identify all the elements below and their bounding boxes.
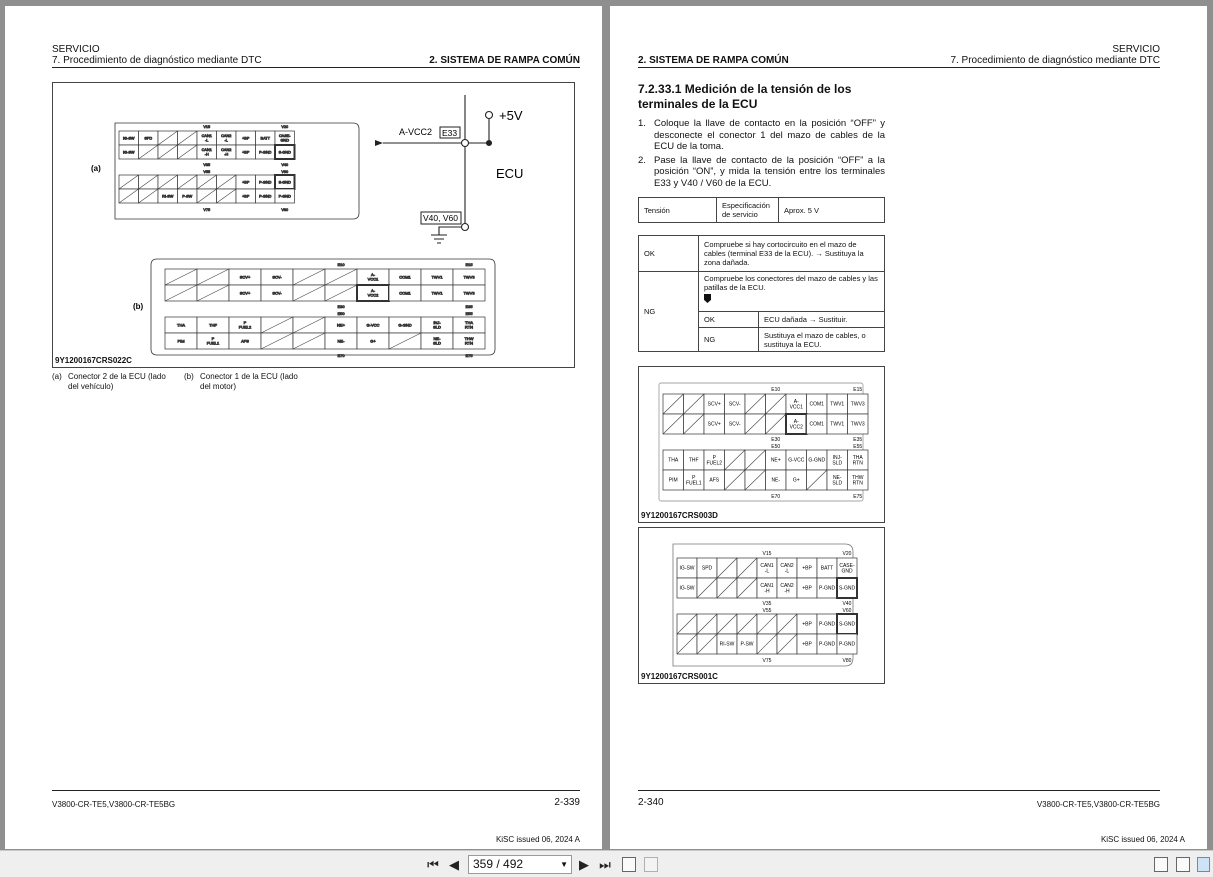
ng-label: NG (639, 272, 699, 352)
pin-label: NE+ (337, 322, 345, 328)
pin-label: P-GND (838, 641, 856, 648)
pin-label: BATT (820, 565, 834, 572)
pin-label: SPD (701, 565, 713, 572)
pin-label: CAN2 (780, 582, 794, 589)
pin-label: VCC1 (789, 404, 803, 411)
pin-label: TWV1 (830, 421, 845, 428)
spec-col2: Especificación de servicio (717, 198, 779, 223)
pin-label: S-GND (838, 621, 856, 628)
pin-label: NE- (771, 477, 781, 484)
pin-label: IG-SW (679, 565, 695, 572)
pin-label: COM1 (809, 401, 824, 408)
pin-label: CASE- (278, 134, 291, 139)
pin-label: VCC2 (789, 424, 803, 431)
terminal-number-label: V75 (762, 658, 772, 664)
pin-label: FUEL1 (206, 340, 220, 346)
pin-label: G-VCC (366, 322, 380, 328)
ok-label: OK (639, 236, 699, 272)
procedure-steps (638, 118, 885, 191)
pin-label: P (211, 336, 215, 342)
pin-label: COM1 (809, 421, 824, 428)
terminal-number-label: E55 (465, 311, 473, 316)
pin-label: VCC2 (367, 292, 379, 298)
pin-label: SCV- (272, 290, 282, 296)
pin-label: TWV3 (463, 290, 475, 296)
pin-label: S-GND (838, 585, 856, 592)
ng-text: Compruebe los conectores del mazo de cables y las patillas de la ECU. (704, 274, 878, 292)
header-rule (52, 67, 580, 68)
ecu-circuit-diagram (53, 83, 576, 369)
pin-label: NE- (832, 474, 842, 481)
viewer-toolbar (0, 850, 1213, 877)
pin-label: +BP (242, 194, 250, 199)
connector-a-drawing (115, 123, 359, 219)
pin-label: P-SW (740, 641, 754, 648)
pin-label: SCV+ (239, 290, 251, 296)
pin-label: TWV1 (431, 290, 443, 296)
pin-label: CAN1 (760, 582, 774, 589)
pin-label: G-VCC (788, 457, 805, 464)
pin-label: TWV3 (463, 274, 475, 280)
terminal-number-label: E15 (465, 262, 473, 267)
pin-label: NE- (433, 336, 441, 342)
page-number-input[interactable]: 359 / 492 ▼ (468, 855, 572, 874)
terminal-number-label: V60 (842, 608, 852, 614)
pin-label: TWV3 (850, 421, 865, 428)
terminal-number-label: V80 (281, 208, 289, 212)
pin-label: S-GND (278, 180, 291, 185)
pin-label: RTN (852, 480, 863, 487)
footer-page-number: 2-340 (638, 797, 664, 808)
last-page-icon[interactable]: ⏭ (599, 857, 611, 872)
header-procedure: 7. Procedimiento de diagnóstico mediante DTC (52, 55, 262, 66)
pin-label: P-GND (278, 194, 291, 199)
terminal-number-label: V15 (762, 551, 772, 557)
pin-label: AFS (709, 477, 720, 484)
pin-label: -L (205, 138, 209, 143)
result-table (638, 235, 885, 352)
pin-label: SCV- (272, 274, 282, 280)
footer-rule (638, 790, 1160, 791)
pin-label: -H (204, 152, 209, 157)
pin-label: A- (793, 398, 799, 405)
figure-code: 9Y1200167CRS022C (55, 356, 132, 365)
pin-label: P-GND (259, 194, 272, 199)
terminal-number-label: V35 (203, 163, 211, 167)
pin-label: -L (784, 568, 790, 575)
terminal-number-label: V15 (203, 125, 211, 129)
terminal-number-label: V40 (842, 601, 852, 607)
pin-label: SLD (433, 340, 441, 346)
terminal-number-label: V75 (203, 208, 211, 212)
prev-page-icon[interactable]: ◀ (449, 857, 459, 872)
ok-text: Compruebe si hay cortocircuito en el mazo de cables (terminal E33 de la ECU). → Sustituya la zona dañada. (699, 236, 885, 272)
continuous-view-icon[interactable] (1176, 857, 1190, 872)
pin-label: THW (464, 336, 474, 342)
single-page-view-icon[interactable] (1154, 857, 1168, 872)
terminal-number-label: V40 (281, 163, 289, 167)
pin-label: CAN2 (780, 562, 794, 569)
terminal-number-label: E35 (465, 304, 473, 309)
first-page-icon[interactable]: ⏮ (427, 857, 439, 872)
pin-label: P-GND (259, 150, 272, 155)
label-a: (a) (91, 164, 101, 173)
step-2: 2. Pase la llave de contacto de la posición “OFF” a la posición “ON”, y mida la tensión entre los terminales E33 y V40 / V60 de la ECU. (638, 154, 885, 189)
v40v60-label: V40, V60 (423, 213, 458, 223)
pin-label: CAN1 (760, 562, 774, 569)
pin-label: VCC1 (367, 276, 379, 282)
ng-cell (699, 272, 885, 312)
pin-label: +BP (242, 136, 250, 141)
pin-label: THW (852, 474, 864, 481)
pin-label: RTN (464, 324, 474, 330)
spec-col1: Tensión (639, 198, 717, 223)
footer-model: V3800-CR-TE5,V3800-CR-TE5BG (52, 800, 176, 809)
terminal-number-label: E10 (337, 262, 345, 267)
a-vcc2-label: A-VCC2 (399, 127, 433, 137)
pin-label: +BP (242, 180, 250, 185)
ecu-circuit-figure (52, 82, 575, 368)
terminal-number-label: V80 (842, 658, 852, 664)
pin-label: THA (668, 457, 679, 464)
rotate-page-icon[interactable] (622, 857, 636, 872)
pin-label: SCV- (728, 401, 741, 408)
pin-label: FUEL1 (685, 480, 702, 487)
pin-label: GND (280, 138, 289, 143)
terminal-number-label: V55 (762, 608, 772, 614)
footer-model: V3800-CR-TE5,V3800-CR-TE5BG (1036, 800, 1160, 809)
pin-label: P-GND (259, 180, 272, 185)
pin-label: A- (371, 288, 375, 294)
pin-label: COM1 (399, 290, 411, 296)
sub-ok-label: OK (699, 312, 759, 328)
pin-label: +BP (802, 585, 812, 592)
pin-label: P (712, 454, 716, 461)
pin-label: G+ (792, 477, 800, 484)
terminal-number-label: E10 (771, 387, 781, 393)
pin-label: -H (784, 588, 790, 595)
header-chapter: 2. SISTEMA DE RAMPA COMÚN (638, 55, 789, 66)
pin-label: RI-SW (719, 641, 735, 648)
pin-label: FUEL2 (706, 460, 723, 467)
spec-table (638, 197, 885, 223)
pin-label: SCV+ (707, 401, 721, 408)
plus5v-label: +5V (499, 108, 523, 123)
terminal-number-label: E50 (337, 311, 345, 316)
pin-label: THF (209, 322, 217, 328)
pin-label: SCV+ (239, 274, 251, 280)
sub-ng-label: NG (699, 328, 759, 352)
e33-label: E33 (442, 128, 458, 138)
sub-ok-text: ECU dañada → Sustituir. (759, 312, 885, 328)
pin-label: COM1 (399, 274, 411, 280)
pin-label: +BP (802, 565, 812, 572)
header-procedure: 7. Procedimiento de diagnóstico mediante DTC (950, 55, 1160, 66)
header-rule (638, 67, 1160, 68)
section-title: 7.2.33.1 Medición de la tensión de los terminales de la ECU (638, 82, 852, 111)
ecu-label: ECU (496, 166, 524, 181)
pin-label: SLD (832, 480, 843, 487)
pin-label: NE- (337, 338, 345, 344)
pin-label: RI-SW (162, 194, 174, 199)
connector-e1-diagram (639, 367, 886, 524)
footer-issued: KiSC issued 06, 2024 A (495, 835, 580, 844)
spec-col3: Aprox. 5 V (779, 198, 885, 223)
pin-label: +BP (242, 150, 250, 155)
chevron-down-icon[interactable]: ▼ (560, 860, 568, 869)
pin-label: BATT (260, 136, 270, 141)
terminal-number-label: E70 (337, 353, 345, 358)
pin-label: AFS (241, 338, 249, 344)
footer-issued: KiSC issued 06, 2024 A (1100, 835, 1185, 844)
terminal-number-label: E70 (771, 494, 781, 500)
two-page-view-icon[interactable] (1197, 857, 1210, 872)
terminal-number-label: E75 (853, 494, 863, 500)
footer-rule (52, 790, 580, 791)
terminal-number-label: E30 (337, 304, 345, 309)
terminal-number-label: V35 (762, 601, 772, 607)
pin-label: P-GND (818, 641, 836, 648)
pin-label: NE+ (770, 457, 781, 464)
pin-label: THA (177, 322, 185, 328)
pin-label: -H (224, 152, 229, 157)
pin-label: -L (224, 138, 228, 143)
pin-label: RTN (464, 340, 474, 346)
pin-label: TWV3 (850, 401, 865, 408)
pin-label: RTN (852, 460, 863, 467)
pin-label: G-GND (398, 322, 412, 328)
pin-label: -L (764, 568, 770, 575)
pin-label: SCV- (728, 421, 741, 428)
terminal-number-label: E55 (853, 444, 863, 450)
pin-label: A- (793, 418, 799, 425)
pin-label: P (692, 474, 696, 481)
pin-label: THA (852, 454, 863, 461)
pin-label: CAN1 (201, 134, 212, 139)
connector-b-drawing (151, 259, 495, 358)
terminal-number-label: V20 (281, 125, 289, 129)
terminal-number-label: E75 (465, 353, 473, 358)
arrow-icon (375, 140, 383, 146)
terminal-number-label: E35 (853, 437, 863, 443)
pin-label: IG-SW (679, 585, 695, 592)
pin-label: -H (764, 588, 770, 595)
terminal-number-label: V20 (842, 551, 852, 557)
pin-label: INJ- (832, 454, 842, 461)
pin-label: G-GND (808, 457, 826, 464)
header-chapter: 2. SISTEMA DE RAMPA COMÚN (429, 55, 580, 66)
terminal-number-label: E50 (771, 444, 781, 450)
pin-label: P-SW (182, 194, 193, 199)
next-page-icon[interactable]: ▶ (579, 857, 589, 872)
connector-v2-figure (638, 527, 885, 684)
pin-label: G+ (370, 338, 376, 344)
pin-label: TWV1 (830, 401, 845, 408)
terminal-number-label: E30 (771, 437, 781, 443)
arrow-down-icon (704, 294, 711, 303)
header-service: SERVICIO (1112, 44, 1160, 55)
pin-label: +BP (802, 621, 812, 628)
pin-label: CAN2 (221, 148, 232, 153)
pin-label: THA (465, 320, 473, 326)
pin-label: P-GND (818, 621, 836, 628)
terminal-number-label: V55 (203, 170, 211, 174)
pin-label: THF (688, 457, 699, 464)
pin-label: A- (371, 272, 375, 278)
pin-label: P-GND (818, 585, 836, 592)
pin-label: S-GND (278, 150, 291, 155)
pin-label: IG-SW (123, 150, 135, 155)
pin-label: SLD (433, 324, 441, 330)
pin-label: INJ- (433, 320, 441, 326)
pin-label: CAN1 (201, 148, 212, 153)
pin-label: +BP (802, 641, 812, 648)
figure2-code: 9Y1200167CRS001C (641, 672, 718, 681)
pin-label: PIM (668, 477, 678, 484)
copy-page-icon[interactable] (644, 857, 658, 872)
pin-label: SLD (832, 460, 843, 467)
pin-label: PIM (177, 338, 185, 344)
pin-label: SPD (144, 136, 153, 141)
step-1: 1. Coloque la llave de contacto en la posición “OFF” y desconecte el conector 1 del mazo de cables de la ECU de la toma. (638, 118, 885, 152)
caption-a: (a) Conector 2 de la ECU (lado del vehículo) (52, 372, 166, 391)
pin-label: IG-SW (123, 136, 135, 141)
label-b: (b) (133, 302, 144, 311)
pin-label: P (243, 320, 247, 326)
page-left (5, 6, 602, 849)
figure1-code: 9Y1200167CRS003D (641, 511, 718, 520)
pin-label: GND (841, 568, 853, 575)
pin-label: CASE- (839, 562, 855, 569)
page-right (610, 6, 1207, 849)
connector-e1-figure (638, 366, 885, 523)
sub-ng-text: Sustituya el mazo de cables, o sustituya la ECU. (759, 328, 885, 352)
header-service: SERVICIO (52, 44, 100, 55)
caption-b: (b) Conector 1 de la ECU (lado del motor) (184, 372, 298, 391)
pin-label: TWV1 (431, 274, 443, 280)
pin-label: FUEL2 (238, 324, 252, 330)
pin-label: CAN2 (221, 134, 232, 139)
pin-label: SCV+ (707, 421, 721, 428)
connector-v2-diagram (639, 528, 886, 685)
terminal-number-label: E15 (853, 387, 863, 393)
terminal-number-label: V60 (281, 170, 289, 174)
footer-page-number: 2-339 (554, 797, 580, 808)
